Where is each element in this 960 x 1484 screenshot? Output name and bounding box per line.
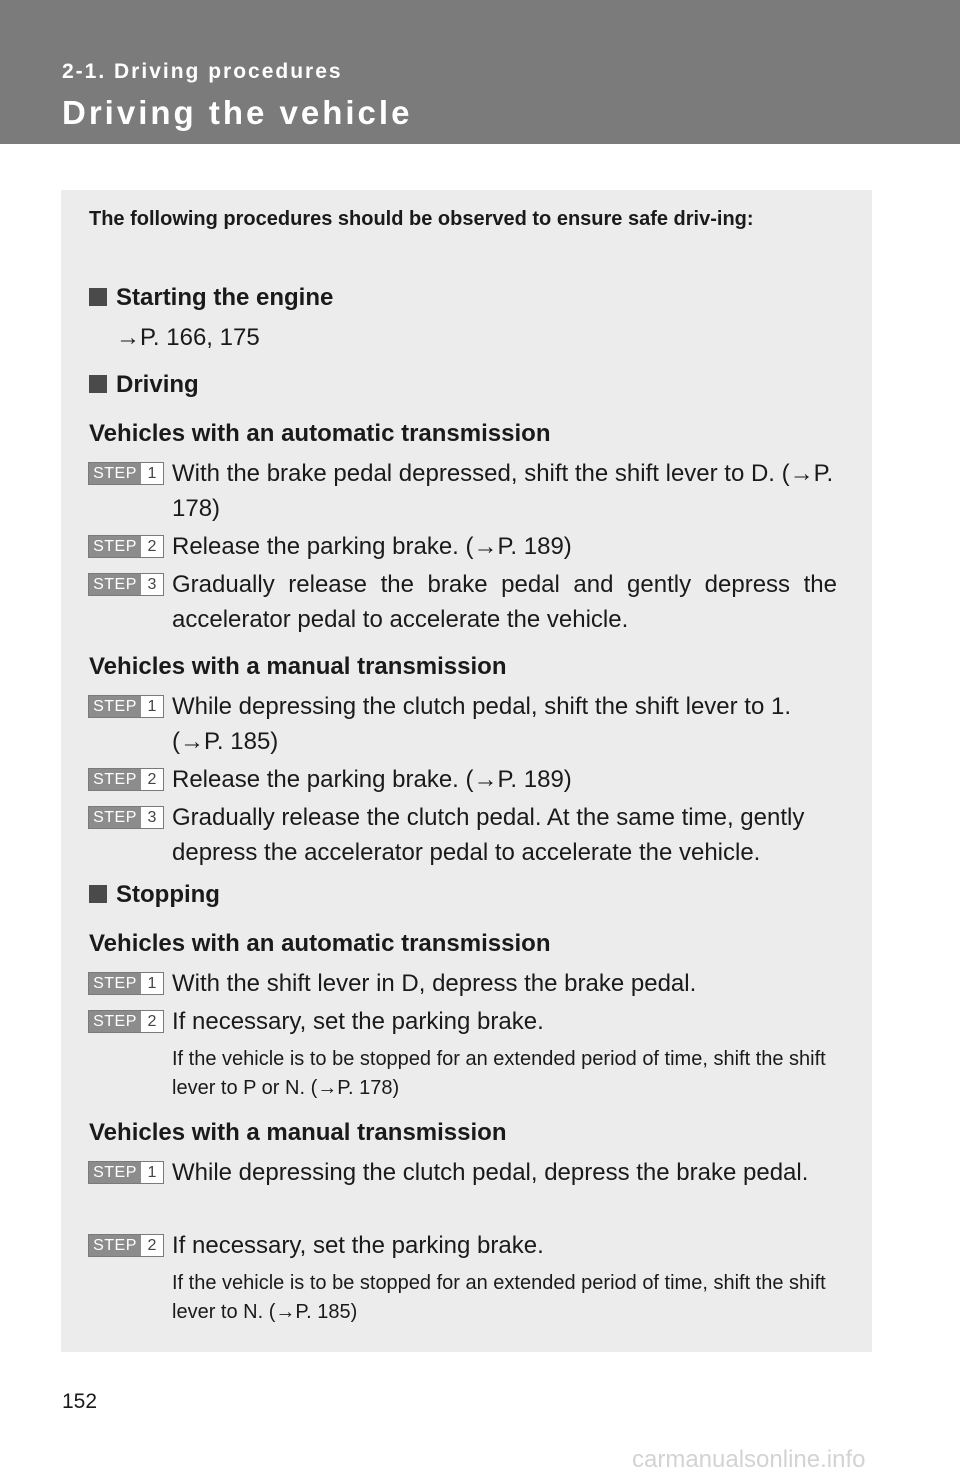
subheading-driving-manual: Vehicles with a manual transmission (89, 653, 507, 680)
starting-ref: →P. 166, 175 (116, 324, 260, 351)
step-text: With the shift lever in D, depress the brake pedal. (172, 970, 697, 997)
step-badge: STEP 2 (88, 1010, 164, 1033)
stopping-automatic-note: If the vehicle is to be stopped for an extended period of time, shift the shift lever to P or N. (→P. 178) (172, 1048, 826, 1099)
step-text: With the brake pedal depressed, shift the shift lever to D. (→P. 178) (172, 460, 834, 522)
step-text: Release the parking brake. (→P. 189) (172, 533, 572, 560)
watermark-text: carmanualsonline.info (632, 1446, 866, 1473)
stopping-manual-note: If the vehicle is to be stopped for an extended period of time, shift the shift lever to N. (→P. 185) (172, 1272, 826, 1323)
subheading-stopping-automatic: Vehicles with an automatic transmission (89, 930, 551, 957)
step-badge: STEP 2 (88, 535, 164, 558)
step-badge: STEP 2 (88, 768, 164, 791)
heading-starting-engine: Starting the engine (89, 284, 333, 312)
heading-driving: Driving (89, 371, 199, 399)
step-badge: STEP 1 (88, 695, 164, 718)
step-text: Gradually release the clutch pedal. At the same time, gently depress the accelerator pedal to accelerate the vehicle. (172, 804, 805, 866)
step-badge: STEP 1 (88, 1161, 164, 1184)
step-text: While depressing the clutch pedal, depress the brake pedal. (172, 1159, 809, 1186)
page-number: 152 (62, 1390, 98, 1413)
step-badge: STEP 2 (88, 1234, 164, 1257)
subheading-stopping-manual: Vehicles with a manual transmission (89, 1119, 507, 1146)
step-badge: STEP 3 (88, 806, 164, 829)
step-text: Release the parking brake. (→P. 189) (172, 766, 572, 793)
square-bullet-icon (89, 288, 107, 306)
subheading-driving-automatic: Vehicles with an automatic transmission (89, 420, 551, 447)
step-badge: STEP 1 (88, 972, 164, 995)
step-text: While depressing the clutch pedal, shift the shift lever to 1. (→P. 185) (172, 693, 791, 755)
section-label: 2-1. Driving procedures (62, 60, 343, 83)
square-bullet-icon (89, 885, 107, 903)
step-text: Gradually release the brake pedal and gently depress the accelerator pedal to accelerate the vehicle. (172, 571, 837, 633)
step-text: If necessary, set the parking brake. (172, 1008, 544, 1035)
chapter-header (0, 0, 960, 144)
heading-stopping: Stopping (89, 881, 220, 909)
intro-text: The following procedures should be observed to ensure safe driv-ing: (89, 208, 754, 230)
page-title: Driving the vehicle (62, 94, 413, 131)
square-bullet-icon (89, 375, 107, 393)
step-badge: STEP 1 (88, 462, 164, 485)
step-badge: STEP 3 (88, 573, 164, 596)
step-text: If necessary, set the parking brake. (172, 1232, 544, 1259)
